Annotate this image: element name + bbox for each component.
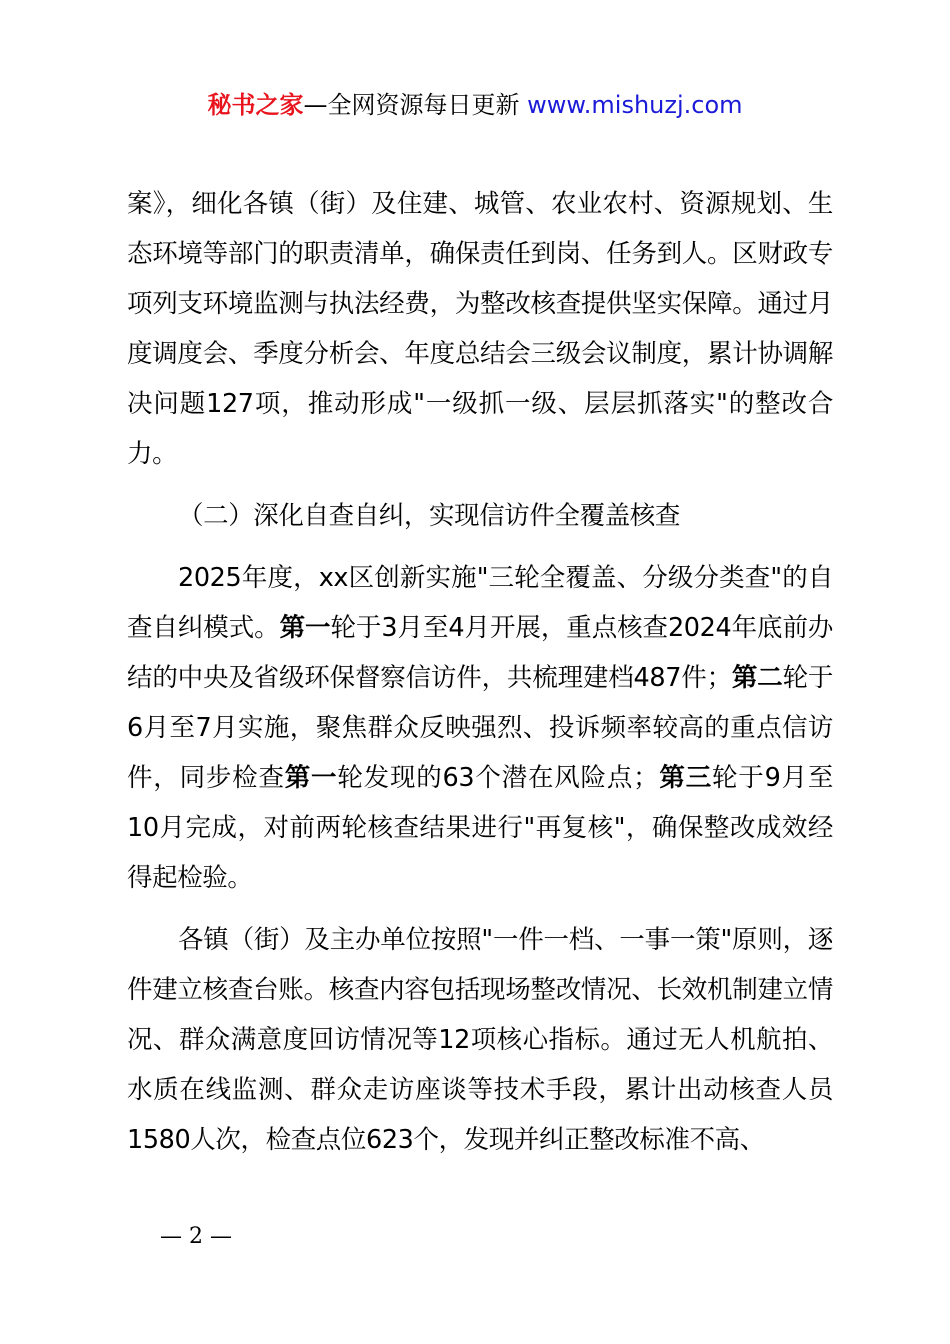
- site-header: [0, 88, 950, 122]
- text-segment: 轮于6月至7月实施，聚焦群众反映强烈、投诉频率较高的重点信访件，同步检查: [127, 663, 833, 793]
- header-url-link[interactable]: www.mishuzj.com: [527, 91, 743, 119]
- text-segment: 2025年度，xx区创新实施"三轮全覆盖、分级分类查"的自查自纠模式。: [127, 563, 833, 643]
- text-segment: 轮于3月至4月开展，重点核查2024年底前办结的中央及省级环保督察信访件，共梳理建档487件；: [127, 613, 834, 693]
- bold-round-second: 第二: [731, 663, 783, 693]
- bold-round-first: 第一: [279, 613, 331, 643]
- header-brand: 秘书之家: [207, 91, 304, 119]
- text-segment: 轮发现的63个潜在风险点；: [337, 763, 659, 793]
- bold-round-third: 第三: [658, 763, 713, 793]
- bold-round-first-ref: 第一: [284, 763, 338, 793]
- header-tagline: —全网资源每日更新: [303, 91, 520, 119]
- page-number: — 2 —: [160, 1224, 232, 1249]
- paragraph-continuation: 案》，细化各镇（街）及住建、城管、农业农村、资源规划、生态环境等部门的职责清单，确保责任到岗、任务到人。区财政专项列支环境监测与执法经费，为整改核查提供坚实保障。通过月度调度会、季度分析会、年度总结会三级会议制度，累计协调解决问题127项，推动形成"一级抓一级、层层抓落实"的整改合力。: [127, 189, 833, 469]
- text-segment: 轮于9月至10月完成，对前两轮核查结果进行"再复核"，确保整改成效经得起检验。: [127, 763, 834, 893]
- document-body: [127, 179, 833, 1165]
- paragraph-ledger: 各镇（街）及主办单位按照"一件一档、一事一策"原则，逐件建立核查台账。核查内容包括现场整改情况、长效机制建立情况、群众满意度回访情况等12项核心指标。通过无人机航拍、水质在线监测、群众走访座谈等技术手段，累计出动核查人员1580人次，检查点位623个，发现并纠正整改标准不高、: [127, 925, 833, 1155]
- paragraph-self-inspection: [127, 553, 833, 903]
- section-heading: （二）深化自查自纠，实现信访件全覆盖核查: [178, 501, 681, 531]
